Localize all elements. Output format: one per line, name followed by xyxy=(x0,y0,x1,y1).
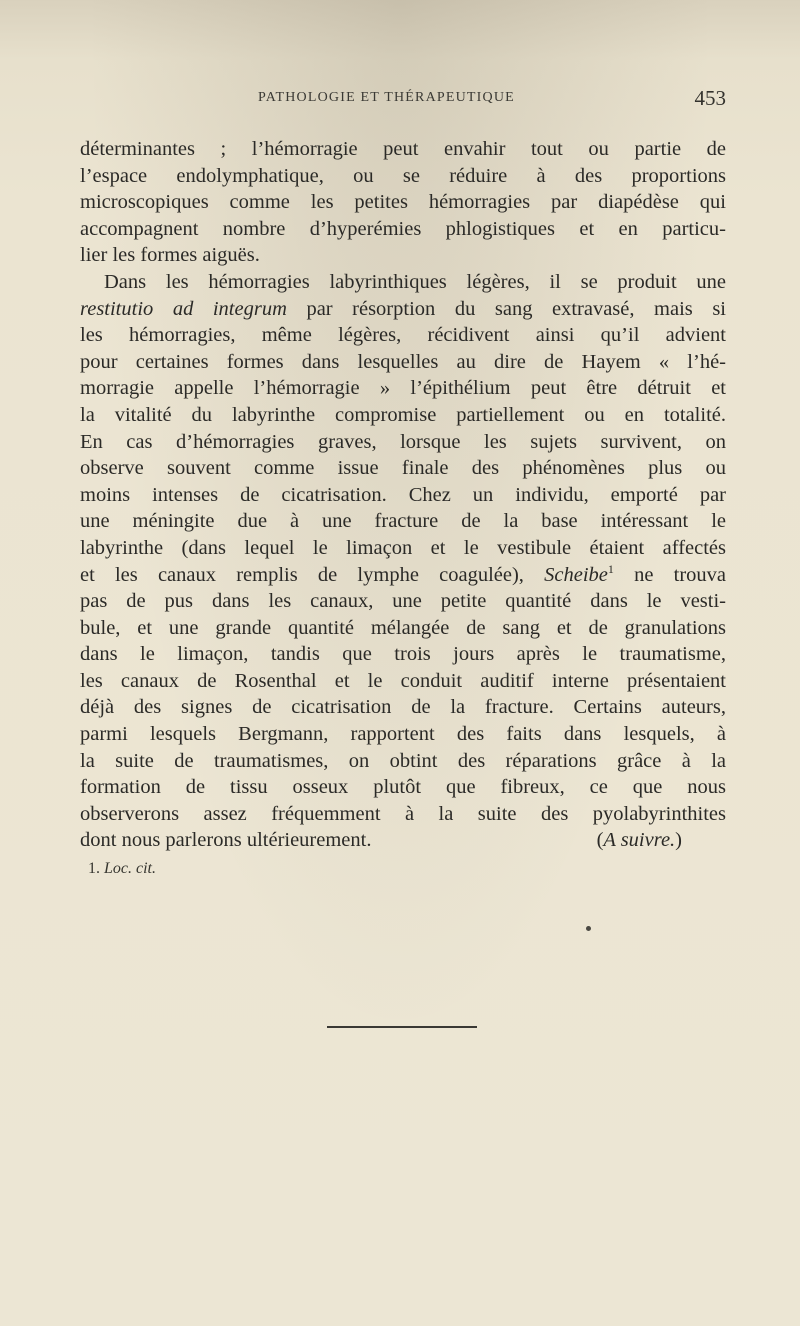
continuation-note xyxy=(597,827,726,854)
text-line: déterminantes ; l’hémorragie peut envahir tout ou partie de xyxy=(80,138,726,160)
text-line: Dans les hémorragies labyrinthiques légères, il se produit une xyxy=(104,270,726,293)
text-line: observe souvent comme issue finale des phénomènes plus ou xyxy=(80,457,726,480)
text-line: bule, et une grande quantité mélangée de sang et de granulations xyxy=(80,616,726,639)
open-paren: ( xyxy=(596,829,604,852)
text-line: parmi lesquels Bergmann, rapportent des faits dans lesquels, à xyxy=(80,723,726,746)
text-line: lier les formes aiguës. xyxy=(80,244,260,267)
text-line: accompagnent nombre d’hyperémies phlogistiques et en particu- xyxy=(80,217,726,240)
body-text xyxy=(80,136,726,854)
text-line: les canaux de Rosenthal et le conduit auditif interne présentaient xyxy=(80,669,726,692)
text-fragment: dont nous parlerons ultérieurement. xyxy=(80,829,372,852)
text-fragment: par résorption du sang extravasé, mais si xyxy=(306,297,726,320)
text-fragment: et les canaux remplis de lymphe coagulée), xyxy=(80,563,524,586)
text-line: moins intenses de cicatrisation. Chez un individu, emporté par xyxy=(80,483,726,506)
footnote-mark: 1 xyxy=(607,561,614,576)
text-line xyxy=(80,562,726,589)
text-line: déjà des signes de cicatrisation de la fracture. Certains auteurs, xyxy=(80,696,726,719)
text-line: la suite de traumatismes, on obtint des réparations grâce à la xyxy=(80,749,726,772)
a-suivre: A suivre. xyxy=(603,829,676,852)
text-line xyxy=(80,296,726,323)
text-line: observerons assez fréquemment à la suite des pyolabyrinthites xyxy=(80,802,726,825)
running-title: PATHOLOGIE ET THÉRAPEUTIQUE xyxy=(258,90,515,105)
text-line: morragie appelle l’hémorragie » l’épithélium peut être détruit et xyxy=(80,377,726,400)
text-line: labyrinthe (dans lequel le limaçon et le vestibule étaient affectés xyxy=(80,536,726,559)
page-number: 453 xyxy=(694,86,726,110)
end-rule xyxy=(327,1026,477,1028)
footnote xyxy=(88,860,156,878)
text-line: En cas d’hémorragies graves, lorsque les sujets survivent, on xyxy=(80,430,726,453)
text-fragment: ne trouva xyxy=(634,563,726,586)
text-line: formation de tissu osseux plutôt que fibreux, ce que nous xyxy=(80,776,726,799)
text-line: dans le limaçon, tandis que trois jours après le traumatisme, xyxy=(80,643,726,666)
italic-phrase-restitutio: restitutio ad integrum xyxy=(80,297,287,320)
footnote-text: Loc. cit. xyxy=(104,860,156,877)
text-line xyxy=(80,827,726,854)
text-line: une méningite due à une fracture de la base intéressant le xyxy=(80,510,726,533)
text-line: les hémorragies, même légères, récidivent ainsi qu’il advient xyxy=(80,324,726,347)
text-line: microscopiques comme les petites hémorragies par diapédèse qui xyxy=(80,191,726,214)
close-paren: ) xyxy=(675,829,682,852)
author-scheibe: Scheibe xyxy=(544,563,608,586)
text-line: pour certaines formes dans lesquelles au dire de Hayem « l’hé- xyxy=(80,350,726,373)
text-line: l’espace endolymphatique, ou se réduire à des proportions xyxy=(80,164,726,187)
text-line: la vitalité du labyrinthe compromise partiellement ou en totalité. xyxy=(80,403,726,426)
footnote-number: 1. xyxy=(88,860,100,877)
ink-speck xyxy=(586,926,591,931)
running-header xyxy=(80,86,726,112)
text-line: pas de pus dans les canaux, une petite quantité dans le vesti- xyxy=(80,590,726,613)
